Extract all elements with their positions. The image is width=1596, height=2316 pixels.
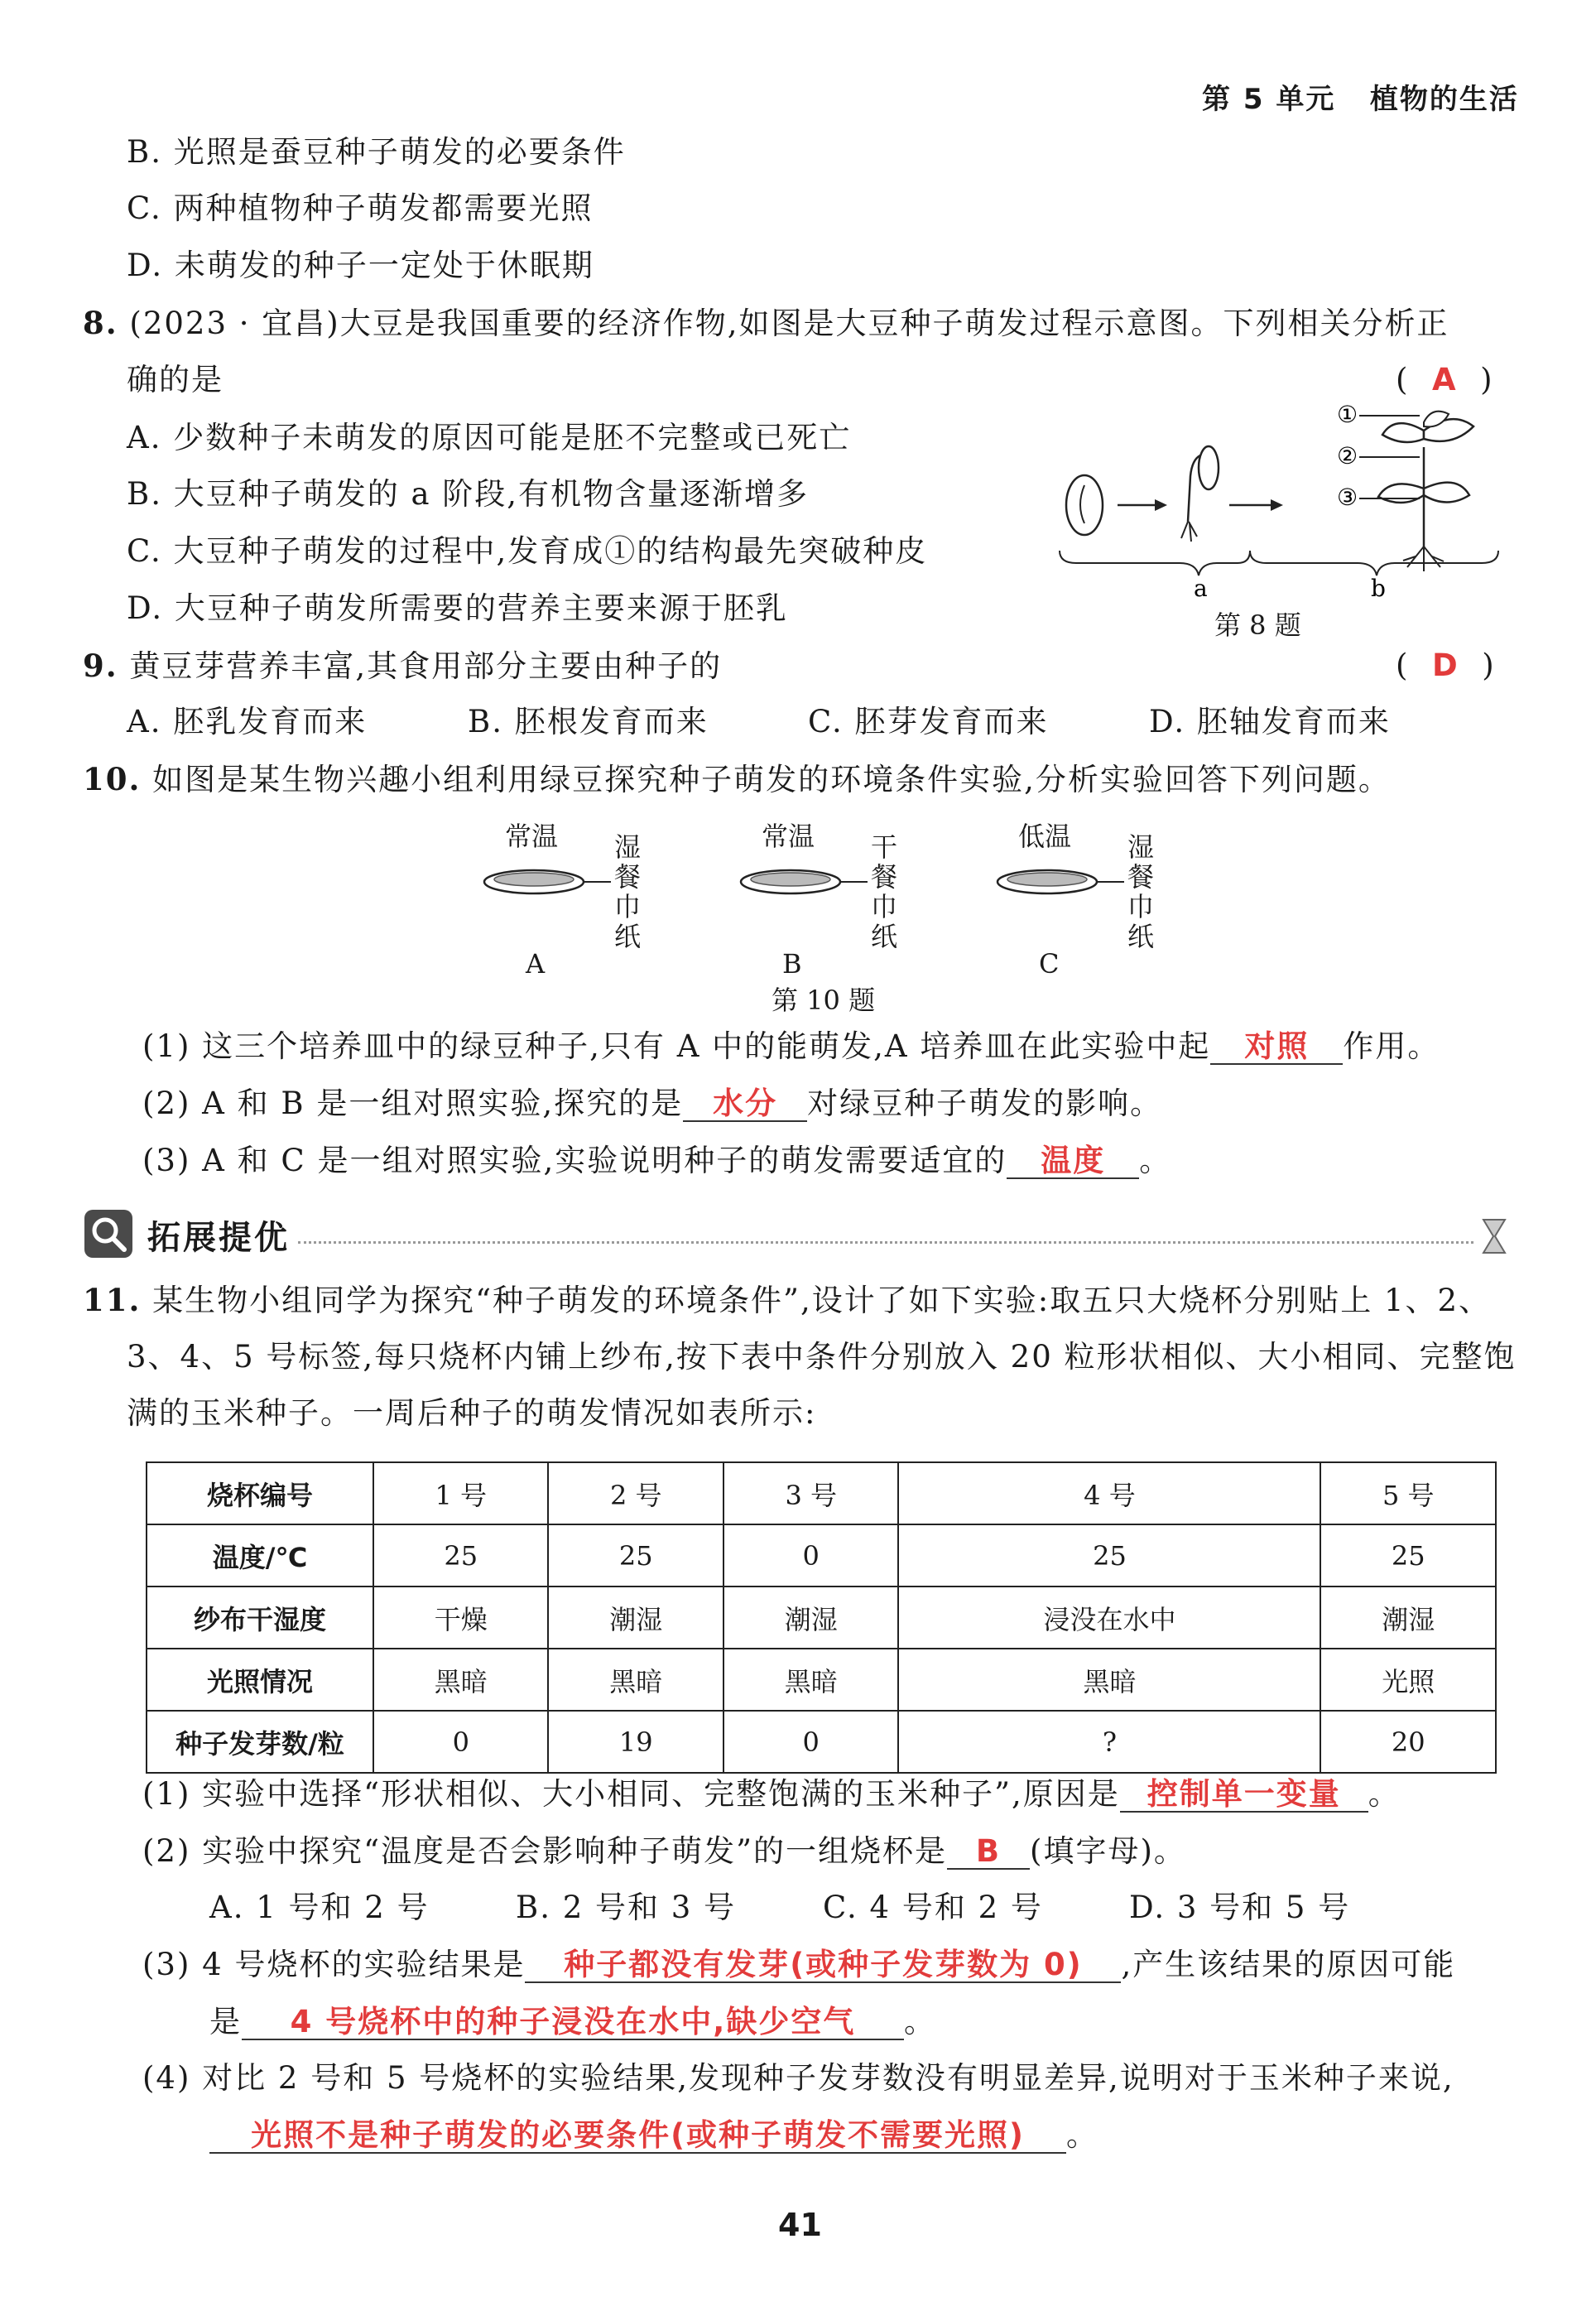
- table-cell: 黑暗: [898, 1649, 1320, 1711]
- table-cell: 19: [548, 1711, 723, 1773]
- q10-part1-blank: [1210, 1030, 1343, 1065]
- q11-part3-blank: [525, 1948, 1121, 1983]
- q9-option-c: C. 胚芽发育而来: [808, 704, 1049, 739]
- table-cell: 1 号: [373, 1462, 548, 1524]
- q10-part2-blank: [683, 1087, 807, 1122]
- table-row: [147, 1462, 1496, 1524]
- table-row: [147, 1649, 1496, 1711]
- dish-c-temp: 低温: [1018, 821, 1072, 852]
- q10-part3: [142, 1141, 1171, 1181]
- q11-part3-text2: 是: [209, 2004, 242, 2039]
- marker-3: ③: [1337, 484, 1358, 511]
- q10-part1-post: 作用。: [1343, 1028, 1440, 1064]
- seed-shape: [1066, 475, 1103, 535]
- dish-c-label: C: [1039, 948, 1060, 980]
- q11-part4-blank: [209, 2119, 1066, 2154]
- table-cell: 3 号: [723, 1462, 898, 1524]
- table-cell: 黑暗: [723, 1649, 898, 1711]
- table-cell: 25: [373, 1524, 548, 1587]
- q8-germination-figure: [1051, 397, 1507, 613]
- q11-part2-answer: B: [975, 1833, 1002, 1869]
- q9-option-b: B. 胚根发育而来: [468, 704, 709, 739]
- table-cell: 25: [548, 1524, 723, 1587]
- q11-part4-post: 。: [1066, 2117, 1098, 2153]
- dish-a-temp: 常温: [505, 821, 559, 852]
- q9-answer: D: [1431, 648, 1459, 683]
- q10-stem-text: 如图是某生物兴趣小组利用绿豆探究种子萌发的环境条件实验,分析实验回答下列问题。: [152, 762, 1391, 797]
- q8-option-a: A. 少数种子未萌发的原因可能是胚不完整或已死亡: [127, 420, 852, 455]
- table-cell: ?: [898, 1711, 1320, 1773]
- sprout-shape: [1181, 446, 1219, 542]
- q11-part2-option-c: C. 4 号和 2 号: [823, 1890, 1043, 1925]
- table-cell: 干燥: [373, 1587, 548, 1649]
- table-cell: 潮湿: [548, 1587, 723, 1649]
- section-title: 拓展提优: [147, 1219, 290, 1257]
- q8-option-c: C. 大豆种子萌发的过程中,发育成①的结构最先突破种皮: [127, 533, 928, 569]
- dish-c: [993, 861, 1126, 903]
- dish-a-paper: 湿餐巾纸: [613, 831, 641, 952]
- label-a: a: [1194, 575, 1208, 602]
- q11-part3-post: ,产生该结果的原因可能: [1121, 1947, 1456, 1982]
- q11-part3: [142, 1945, 1455, 1985]
- q7-option-b: B. 光照是蚕豆种子萌发的必要条件: [127, 134, 626, 170]
- q9-stem-text: 黄豆芽营养丰富,其食用部分主要由种子的: [129, 648, 723, 684]
- table-cell: 黑暗: [373, 1649, 548, 1711]
- q10-part3-text: (3) A 和 C 是一组对照实验,实验说明种子的萌发需要适宜的: [142, 1143, 1007, 1178]
- label-b: b: [1371, 575, 1386, 602]
- q7-option-d: D. 未萌发的种子一定处于休眠期: [127, 248, 594, 283]
- q10-part3-answer: 温度: [1041, 1143, 1106, 1178]
- table-row-header: 光照情况: [147, 1649, 373, 1711]
- seedling-shape: [1378, 412, 1473, 571]
- dish-b: [737, 861, 869, 903]
- table-row-header: 种子发芽数/粒: [147, 1711, 373, 1773]
- unit-header: [1202, 76, 1519, 117]
- page-number: 41: [778, 2207, 822, 2243]
- q11-number: 11.: [83, 1282, 142, 1318]
- q10-part2-answer: 水分: [713, 1086, 778, 1121]
- table-cell: 0: [373, 1711, 548, 1773]
- section-divider: [298, 1241, 1473, 1244]
- q11-part2-option-a: A. 1 号和 2 号: [209, 1890, 430, 1925]
- q9-option-a: A. 胚乳发育而来: [127, 704, 368, 739]
- marker-1: ①: [1337, 401, 1358, 428]
- q11-part2: [142, 1832, 1186, 1871]
- q10-part2-post: 对绿豆种子萌发的影响。: [807, 1086, 1163, 1121]
- q11-part1-text: (1) 实验中选择“形状相似、大小相同、完整饱满的玉米种子”,原因是: [142, 1776, 1120, 1812]
- table-cell: 5 号: [1320, 1462, 1496, 1524]
- q8-option-b: B. 大豆种子萌发的 a 阶段,有机物含量逐渐增多: [127, 476, 810, 512]
- table-cell: 4 号: [898, 1462, 1320, 1524]
- table-row: [147, 1524, 1496, 1587]
- q10-part2: [142, 1084, 1162, 1124]
- q11-part2-post: (填字母)。: [1030, 1833, 1186, 1869]
- table-cell: 潮湿: [723, 1587, 898, 1649]
- q11-part2-blank: [947, 1835, 1030, 1870]
- marker-2: ②: [1337, 442, 1358, 469]
- q9-option-d: D. 胚轴发育而来: [1149, 704, 1391, 739]
- q11-part4: (4) 对比 2 号和 5 号烧杯的实验结果,发现种子发芽数没有明显差异,说明对于玉米种子来说,: [142, 2060, 1454, 2096]
- brace-a: [1060, 551, 1250, 575]
- table-cell: 0: [723, 1524, 898, 1587]
- q11-stem-line1: [83, 1280, 1491, 1321]
- q8-number: 8.: [83, 305, 118, 341]
- q11-part4-answer: 光照不是种子萌发的必要条件(或种子萌发不需要光照): [251, 2117, 1025, 2153]
- q11-table: [146, 1461, 1497, 1774]
- q8-stem-line2: 确的是: [127, 362, 224, 397]
- q11-part1-answer: 控制单一变量: [1147, 1776, 1341, 1812]
- table-row-header: 纱布干湿度: [147, 1587, 373, 1649]
- q8-answer: A: [1431, 362, 1458, 397]
- q10-part1: [142, 1027, 1440, 1067]
- q11-part4-line2: [209, 2116, 1098, 2155]
- section-header: [83, 1205, 1507, 1263]
- table-cell: 25: [1320, 1524, 1496, 1587]
- hourglass-icon: [1480, 1216, 1508, 1256]
- q10-figure: [480, 816, 1167, 981]
- dish-b-paper: 干餐巾纸: [870, 831, 897, 952]
- table-cell: 0: [723, 1711, 898, 1773]
- dish-a-label: A: [526, 948, 546, 980]
- magnifier-icon: [83, 1208, 134, 1259]
- q11-stem-text1: 某生物小组同学为探究“种子萌发的环境条件”,设计了如下实验:取五只大烧杯分别贴上 1、2、: [152, 1283, 1492, 1318]
- q8-stem-text: (2023 · 宜昌)大豆是我国重要的经济作物,如图是大豆种子萌发过程示意图。下列相关分析正: [129, 306, 1449, 341]
- q10-stem: [83, 759, 1391, 800]
- table-cell: 25: [898, 1524, 1320, 1587]
- unit-title: 植物的生活: [1369, 83, 1519, 116]
- q8-stem: [83, 303, 1449, 344]
- q9-number: 9.: [83, 648, 118, 684]
- q11-part2-text: (2) 实验中探究“温度是否会影响种子萌发”的一组烧杯是: [142, 1833, 948, 1869]
- unit-label: 第 5 单元: [1202, 83, 1336, 116]
- dish-b-temp: 常温: [762, 821, 815, 852]
- q11-part3-answer2: 4 号烧杯中的种子浸没在水中,缺少空气: [290, 2004, 856, 2039]
- q11-part1-post: 。: [1368, 1776, 1401, 1812]
- q11-part3-line2: [209, 2002, 936, 2042]
- table-row: [147, 1587, 1496, 1649]
- q11-part2-option-b: B. 2 号和 3 号: [516, 1890, 737, 1925]
- table-cell: 潮湿: [1320, 1587, 1496, 1649]
- table-row: [147, 1711, 1496, 1773]
- q10-part2-text: (2) A 和 B 是一组对照实验,探究的是: [142, 1086, 684, 1121]
- q10-number: 10.: [83, 761, 142, 797]
- dish-a: [480, 861, 613, 903]
- table-cell: 2 号: [548, 1462, 723, 1524]
- q11-part3-answer: 种子都没有发芽(或种子发芽数为 0): [564, 1947, 1083, 1982]
- q11-part1: [142, 1774, 1401, 1814]
- q9-stem: [83, 646, 722, 686]
- q10-part3-post: 。: [1139, 1143, 1172, 1178]
- q10-figure-caption: 第 10 题: [772, 985, 876, 1016]
- q9-answer-paren: ( D ): [1396, 648, 1496, 683]
- table-cell: 20: [1320, 1711, 1496, 1773]
- q11-stem-line3: 满的玉米种子。一周后种子的萌发情况如表所示:: [127, 1395, 817, 1431]
- q10-part3-blank: [1007, 1144, 1139, 1179]
- q10-part1-answer: 对照: [1244, 1028, 1310, 1064]
- q8-option-d: D. 大豆种子萌发所需要的营养主要来源于胚乳: [127, 590, 788, 626]
- q11-stem-line2: 3、4、5 号标签,每只烧杯内铺上纱布,按下表中条件分别放入 20 粒形状相似、大小相同、完整饱: [127, 1339, 1517, 1375]
- dish-b-label: B: [782, 948, 802, 980]
- q10-part1-text: (1) 这三个培养皿中的绿豆种子,只有 A 中的能萌发,A 培养皿在此实验中起: [142, 1028, 1211, 1064]
- table-cell: 黑暗: [548, 1649, 723, 1711]
- q11-part2-option-d: D. 3 号和 5 号: [1129, 1890, 1351, 1925]
- q11-part3-text: (3) 4 号烧杯的实验结果是: [142, 1947, 526, 1982]
- table-row-header: 烧杯编号: [147, 1462, 373, 1524]
- table-row-header: 温度/℃: [147, 1524, 373, 1587]
- table-cell: 光照: [1320, 1649, 1496, 1711]
- brace-b: [1250, 551, 1498, 575]
- q7-option-c: C. 两种植物种子萌发都需要光照: [127, 190, 594, 226]
- q8-figure-caption: 第 8 题: [1214, 609, 1301, 641]
- q8-answer-paren: ( A ): [1396, 362, 1494, 397]
- q11-part3-blank2: [242, 2005, 904, 2040]
- table-cell: 浸没在水中: [898, 1587, 1320, 1649]
- dish-c-paper: 湿餐巾纸: [1127, 831, 1154, 952]
- q11-part3-post2: 。: [904, 2004, 936, 2039]
- q11-part1-blank: [1120, 1778, 1368, 1813]
